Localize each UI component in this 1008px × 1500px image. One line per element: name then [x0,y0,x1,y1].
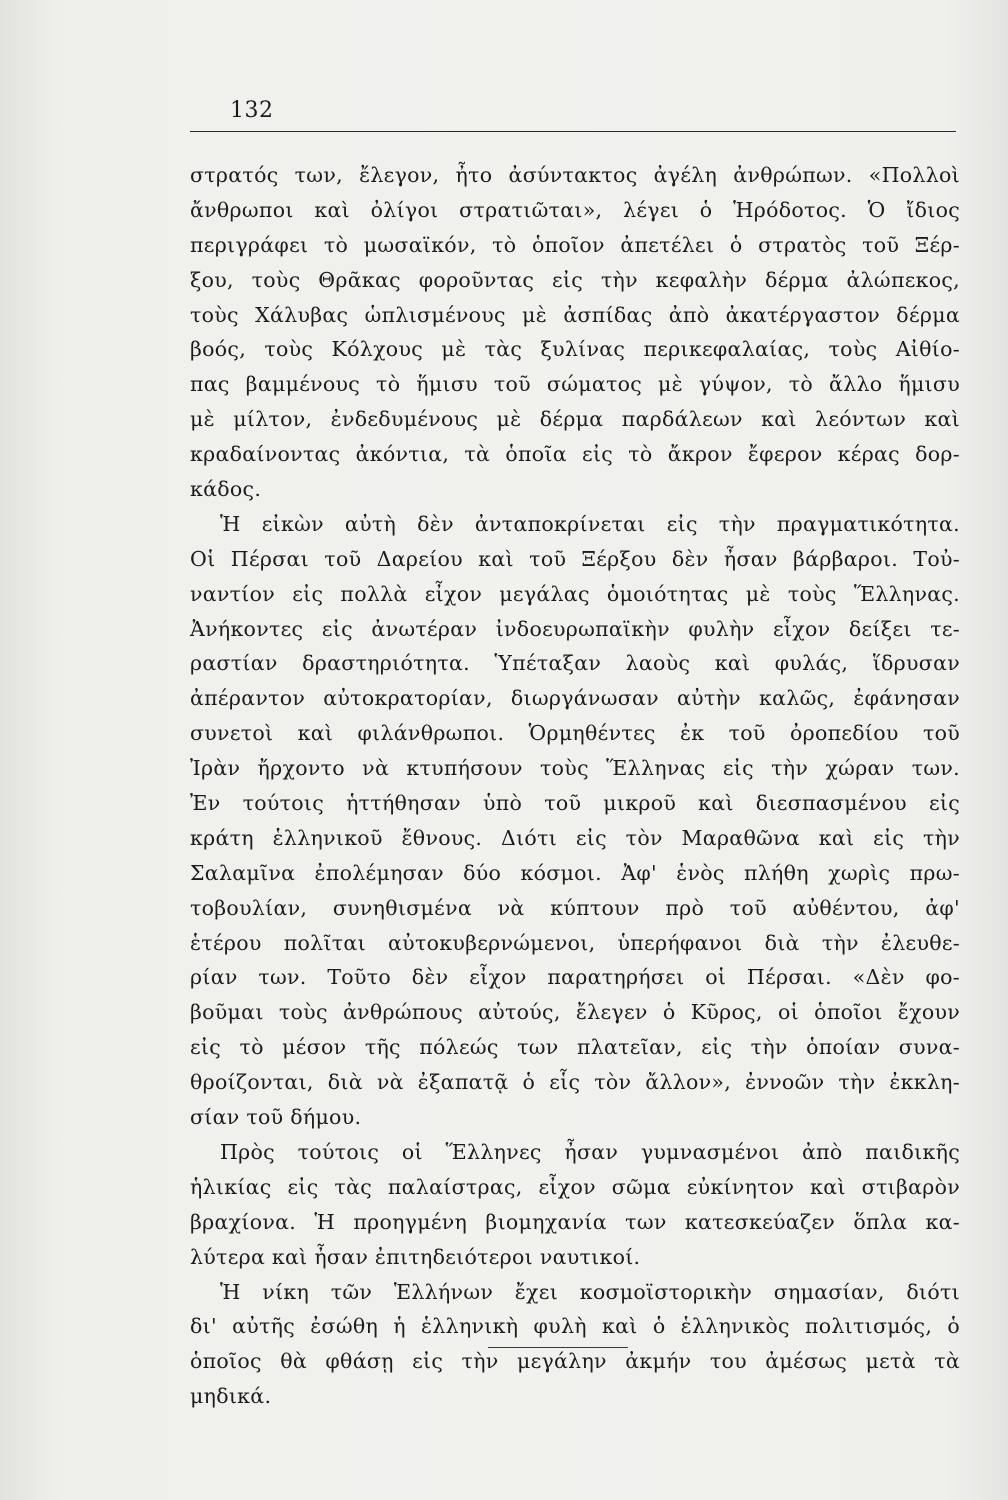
text-line: ἄνθρωποι καὶ ὀλίγοι στρατιῶται», λέγει ὁ Ἡρόδοτος. Ὁ ἴδιος [190,197,960,222]
text-line: περιγράφει τὸ μωσαϊκόν, τὸ ὁποῖον ἀπετέλει ὁ στρατὸς τοῦ Ξέρ- [190,232,960,257]
paragraph-2 [190,507,960,1135]
text-line: ὁποῖος θὰ φθάσῃ εἰς τὴν μεγάλην ἀκμήν του ἀμέσως μετὰ τὰ [190,1349,960,1374]
text-line: Ἐν τούτοις ἡττήθησαν ὑπὸ τοῦ μικροῦ καὶ διεσπασμένου εἰς [190,791,960,816]
text-line: βοός, τοὺς Κόλχους μὲ τὰς ξυλίνας περικεφαλαίας, τοὺς Αἰθίο- [190,337,960,362]
paragraph-3 [190,1135,960,1275]
text-line: ραστίαν δραστηριότητα. Ὑπέταξαν λαοὺς καὶ φυλάς, ἵδρυσαν [190,651,960,676]
text-line: Ἡ εἰκὼν αὐτὴ δὲν ἀνταποκρίνεται εἰς τὴν πραγματικότητα. [220,511,960,536]
page-number: 132 [230,98,274,123]
text-line: λύτερα καὶ ἦσαν ἐπιτηδειότεροι ναυτικοί. [190,1244,641,1269]
text-line: βραχίονα. Ἡ προηγμένη βιομηχανία των κατεσκεύαζεν ὅπλα κα- [190,1209,960,1234]
header-rule [190,131,956,132]
end-of-chapter-rule [488,1347,628,1348]
paragraph-1 [190,158,960,507]
text-line: σίαν τοῦ δήμου. [190,1105,362,1130]
text-line: ἡλικίας εἰς τὰς παλαίστρας, εἶχον σῶμα εὐκίνητον καὶ στιβαρὸν [190,1174,960,1199]
text-line: κράτη ἑλληνικοῦ ἔθνους. Διότι εἰς τὸν Μαραθῶνα καὶ εἰς τὴν [190,825,960,850]
text-line: συνετοὶ καὶ φιλάνθρωποι. Ὁρμηθέντες ἐκ τοῦ ὀροπεδίου τοῦ [190,721,960,746]
paragraph-4 [190,1275,960,1415]
text-line: τοὺς Χάλυβας ὡπλισμένους μὲ ἀσπίδας ἀπὸ ἀκατέργαστον δέρμα [190,302,960,327]
text-line: ναντίον εἰς πολλὰ εἶχον μεγάλας ὁμοιότητας μὲ τοὺς Ἕλληνας. [190,581,960,606]
text-line: ἑτέρου πολῖται αὐτοκυβερνώμενοι, ὑπερήφανοι διὰ τὴν ἐλευθε- [190,930,960,955]
text-line: πας βαμμένους τὸ ἥμισυ τοῦ σώματος μὲ γύψον, τὸ ἄλλο ἥμισυ [190,372,960,397]
text-line: Ἀνήκοντες εἰς ἀνωτέραν ἰνδοευρωπαϊκὴν φυλὴν εἶχον δείξει τε- [190,616,960,641]
text-line: ξου, τοὺς Θρᾶκας φοροῦντας εἰς τὴν κεφαλὴν δέρμα ἀλώπεκος, [190,267,960,292]
text-line: Σαλαμῖνα ἐπολέμησαν δύο κόσμοι. Ἀφ' ἑνὸς πλήθη χωρὶς πρω- [190,860,960,885]
text-line: βοῦμαι τοὺς ἀνθρώπους αὐτούς, ἔλεγεν ὁ Κῦρος, οἱ ὁποῖοι ἔχουν [190,1000,960,1025]
text-line: στρατός των, ἔλεγον, ἦτο ἀσύντακτος ἀγέλη ἀνθρώπων. «Πολλοὶ [190,163,960,187]
text-line: Ἰρὰν ἤρχοντο νὰ κτυπήσουν τοὺς Ἕλληνας εἰς τὴν χώραν των. [190,756,960,781]
text-line: Ἡ νίκη τῶν Ἑλλήνων ἔχει κοσμοϊστορικὴν σημασίαν, διότι [220,1279,960,1304]
text-line: κραδαίνοντας ἀκόντια, τὰ ὁποῖα εἰς τὸ ἄκρον ἔφερον κέρας δορ- [190,442,960,467]
text-line: ρίαν των. Τοῦτο δὲν εἶχον παρατηρήσει οἱ Πέρσαι. «Δὲν φο- [190,965,960,990]
text-line: μηδικά. [190,1384,272,1409]
text-line: Πρὸς τούτοις οἱ Ἕλληνες ἦσαν γυμνασμένοι ἀπὸ παιδικῆς [220,1139,960,1164]
text-line: Οἱ Πέρσαι τοῦ Δαρείου καὶ τοῦ Ξέρξου δὲν ἦσαν βάρβαροι. Τοὐ- [190,546,960,571]
text-line: δι' αὐτῆς ἐσώθη ἡ ἑλληνικὴ φυλὴ καὶ ὁ ἑλληνικὸς πολιτισμός, ὁ [190,1314,960,1339]
text-line: εἰς τὸ μέσον τῆς πόλεώς των πλατεῖαν, εἰς τὴν ὁποίαν συνα- [190,1035,960,1060]
text-line: τοβουλίαν, συνηθισμένα νὰ κύπτουν πρὸ τοῦ αὐθέντου, ἀφ' [190,895,960,920]
text-line: μὲ μίλτον, ἐνδεδυμένους μὲ δέρμα παρδάλεων καὶ λεόντων καὶ [190,407,960,432]
text-line: κάδος. [190,477,262,502]
text-line: ἀπέραντον αὐτοκρατορίαν, διωργάνωσαν αὐτὴν καλῶς, ἐφάνησαν [190,686,960,711]
body-text [190,158,960,1414]
text-line: θροίζονται, διὰ νὰ ἐξαπατᾷ ὁ εἷς τὸν ἄλλον», ἐννοῶν τὴν ἐκκλη- [190,1070,960,1095]
